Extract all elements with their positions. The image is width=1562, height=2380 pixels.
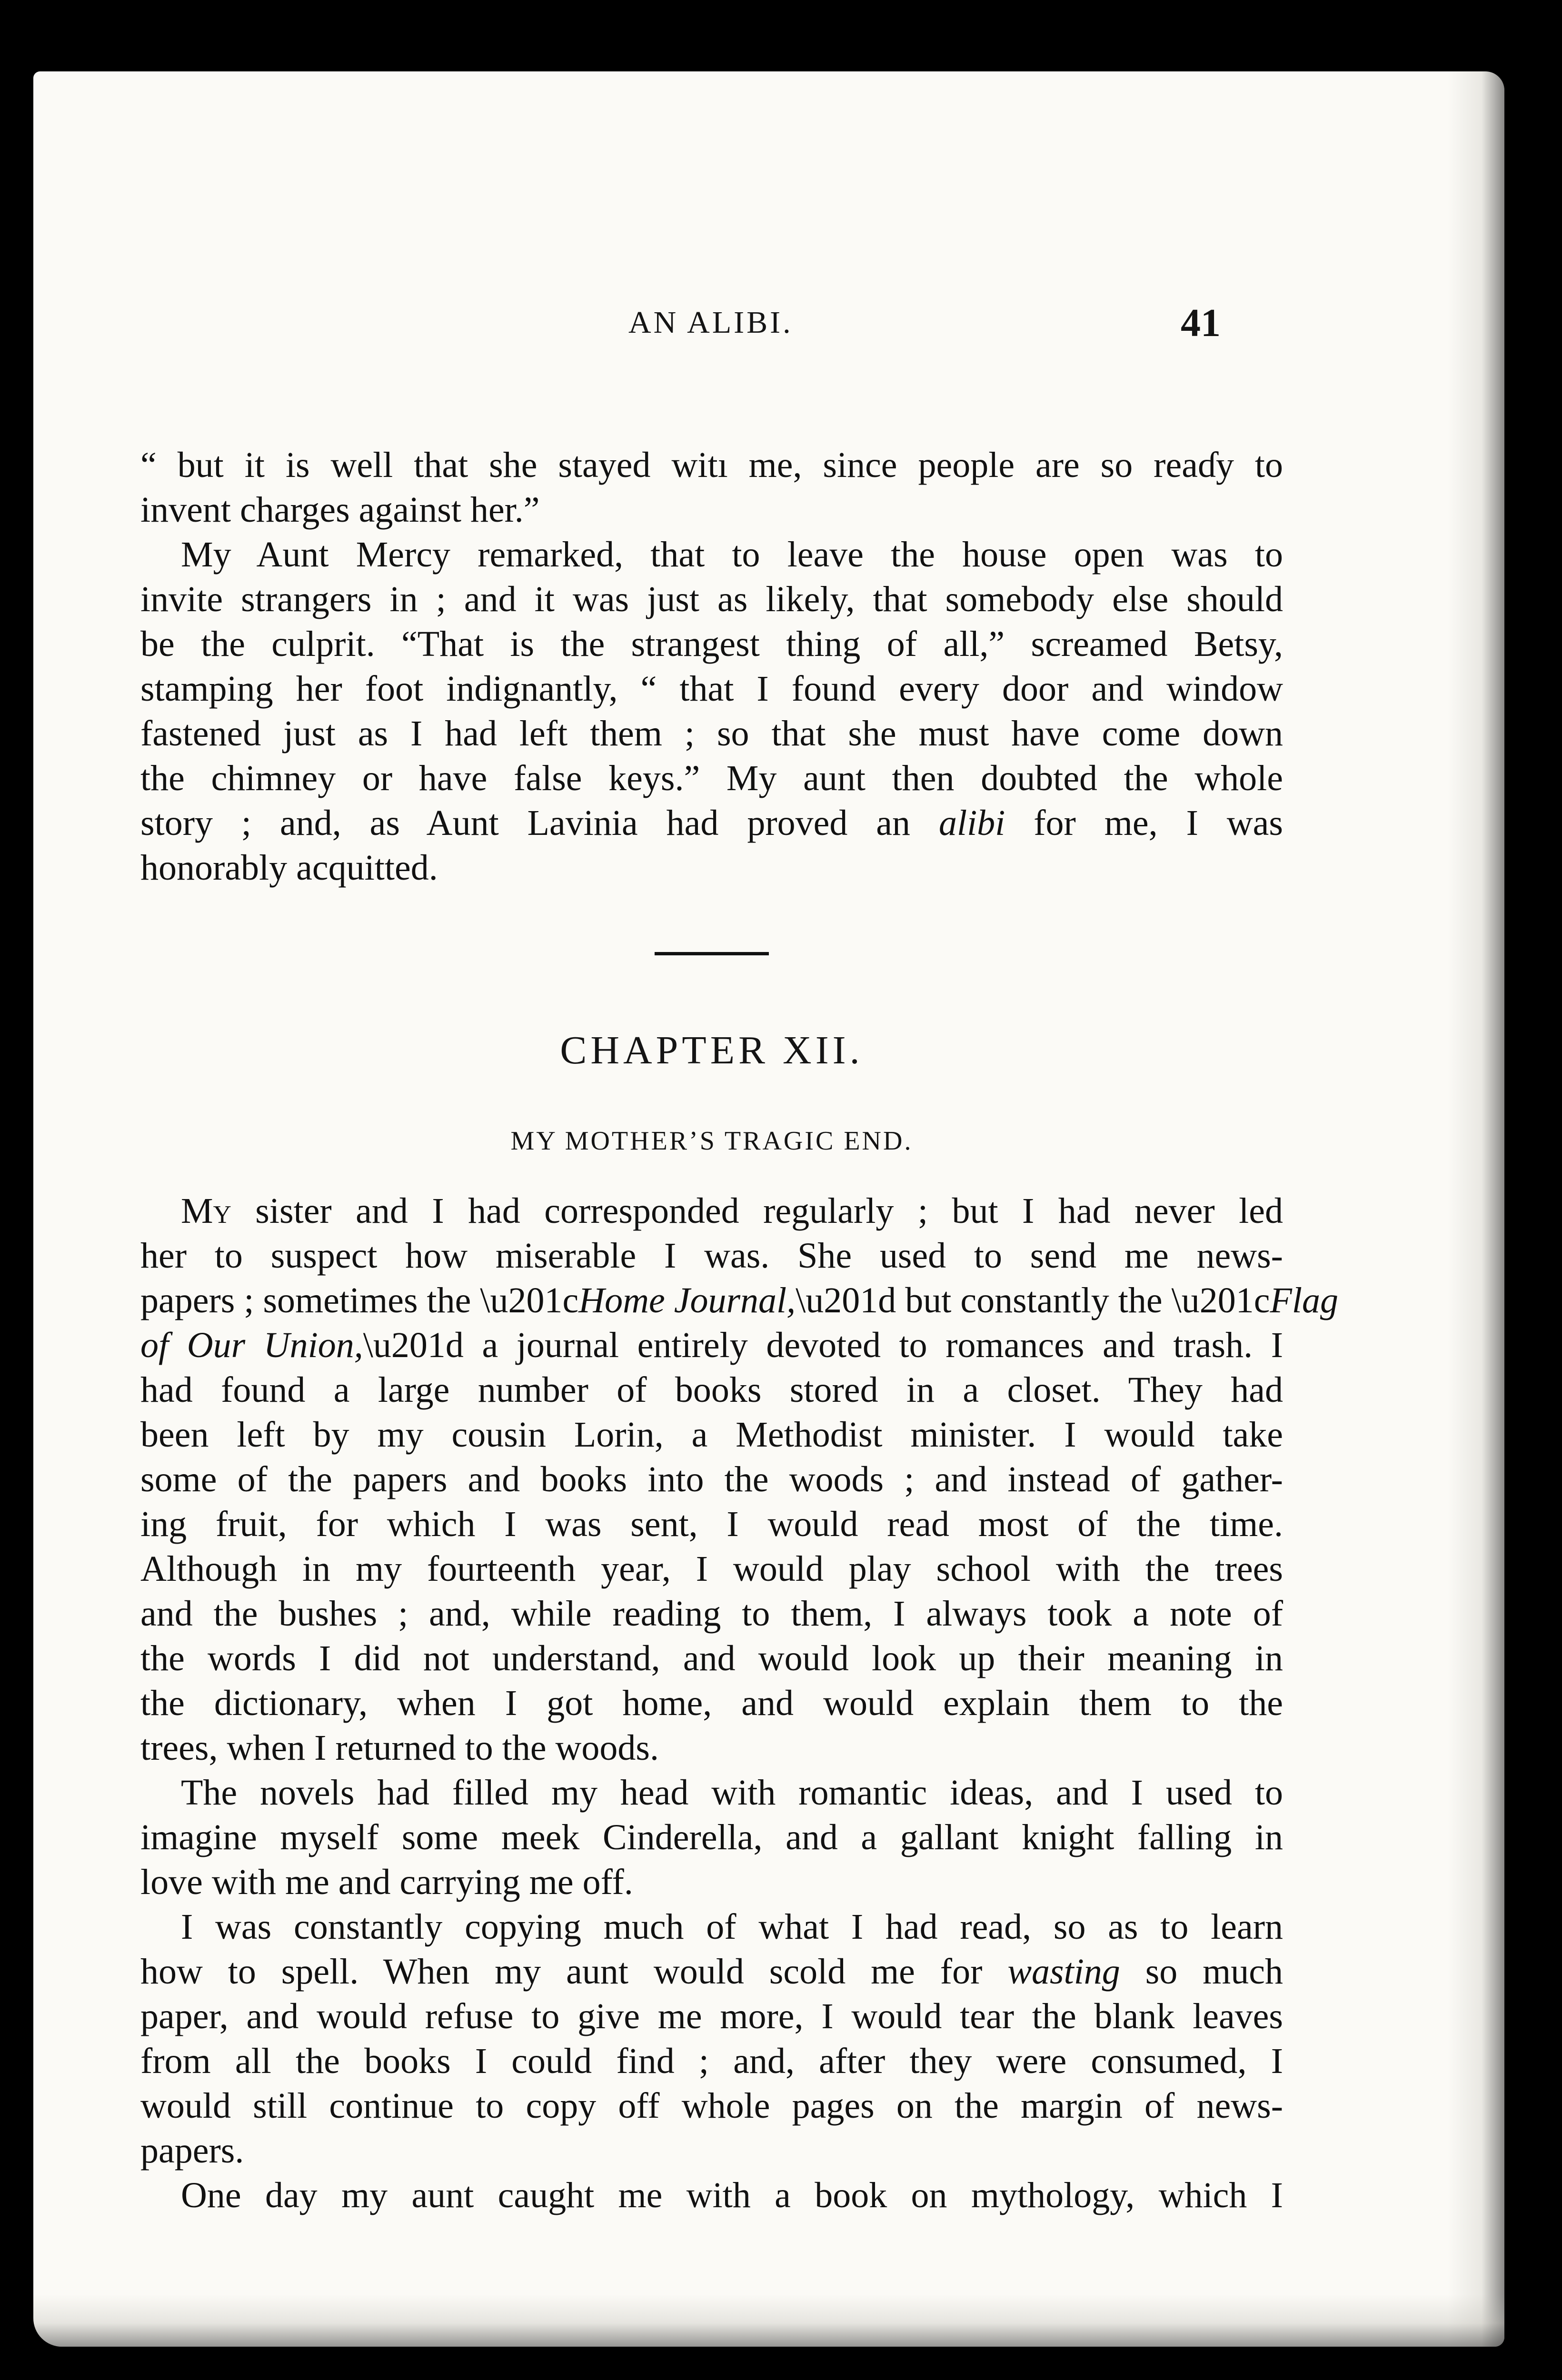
text-line-with-italic: how to spell. When my aunt would scold me for wasting so much (140, 1952, 1283, 1992)
text-line: the chimney or have false keys.” My aunt then doubted the whole (140, 758, 1283, 798)
text-line-with-italic: papers ; sometimes the \u201cHome Journal,\u201d but constantly the \u201cFlag (140, 1280, 1339, 1320)
text-line-dropcap (140, 1189, 1283, 1233)
text-line: “ but it is well that she stayed witı me, since people are so reaɗy to (140, 445, 1283, 485)
page-text (140, 443, 1339, 2218)
text-line: My Aunt Mercy remarked, that to leave the house open was to (181, 535, 1283, 575)
italic-word: wasting (1007, 1952, 1120, 1992)
text-line: Although in my fourteenth year, I would play school with the trees (140, 1549, 1283, 1589)
text-line: papers. (140, 2131, 244, 2171)
chapter-heading: CHAPTER XII. (560, 1028, 864, 1072)
italic-word: alibi (938, 803, 1005, 843)
paragraph (140, 443, 1283, 532)
text-line: the dictionary, when I got home, and would explain them to the (140, 1683, 1283, 1723)
text-line: love with me and carrying me off. (140, 1862, 633, 1902)
text-line: invent charges against her.” (140, 490, 540, 530)
text-line: from all the books I could find ; and, after they were consumed, I (140, 2041, 1283, 2081)
paragraph (140, 532, 1283, 890)
italic-title: Home Journal, (578, 1280, 796, 1320)
text-line: paper, and would refuse to give me more, I would tear the blank leaves (140, 1996, 1283, 2036)
text-line: imagine myself some meek Cinderella, and a gallant knight falling in (140, 1817, 1283, 1857)
text-line: honorably acquitted. (140, 848, 438, 888)
section-divider (655, 952, 769, 955)
text-line-with-italic: of Our Union,\u201d a journal entirely devoted to romances and trash. I (140, 1325, 1283, 1365)
text-line: stamping her foot indignantly, “ that I found every door and window (140, 669, 1283, 709)
text-line: been left by my cousin Lorin, a Methodist minister. I would take (140, 1415, 1283, 1455)
text-line: The novels had filled my head with romantic ideas, and I used to (181, 1773, 1283, 1813)
text-line: invite strangers in ; and it was just as likely, that somebody else should (140, 579, 1283, 619)
text-line: and the bushes ; and, while reading to them, I always took a note of (140, 1594, 1283, 1634)
text-line: be the culprit. “That is the strangest thing of all,” screamed Betsy, (140, 624, 1283, 664)
italic-title: Flag (1270, 1280, 1339, 1320)
text-line: One day my aunt caught me with a book on mythology, which I (181, 2175, 1283, 2215)
page-edge-shadow-right (1447, 71, 1504, 2347)
text-line-with-italic: story ; and, as Aunt Lavinia had proved an alibi for me, I was (140, 803, 1283, 843)
page-number: 41 (1181, 301, 1221, 345)
running-head-title: AN ALIBI. (628, 305, 793, 340)
chapter-body (140, 1189, 1339, 2218)
text-line: I was constantly copying much of what I had read, so as to learn (181, 1907, 1283, 1947)
text-line: ing fruit, for which I was sent, I would read most of the time. (140, 1504, 1283, 1544)
chapter-subtitle: MY MOTHER’S TRAGIC END. (510, 1126, 913, 1156)
opening-word: My (181, 1191, 231, 1231)
paragraph (140, 2173, 1283, 2218)
text-line: trees, when I returned to the woods. (140, 1728, 659, 1768)
text-line: fastened just as I had left them ; so that she must have come down (140, 714, 1283, 754)
text-line: her to suspect how miserable I was. She used to send me news- (140, 1236, 1283, 1276)
text-fragment: sister and I had corresponded regularly ; but I had never led (231, 1191, 1283, 1231)
paragraph (140, 1904, 1283, 2173)
italic-title: of Our Union, (140, 1325, 363, 1365)
running-head (33, 300, 1504, 352)
paragraph (140, 1189, 1339, 1770)
scanned-book-page (33, 71, 1504, 2347)
text-line: the words I did not understand, and would look up their meaning in (140, 1638, 1283, 1678)
text-line: had found a large number of books stored in a closet. They had (140, 1370, 1283, 1410)
text-line: some of the papers and books into the woods ; and instead of gather- (140, 1459, 1283, 1499)
page-edge-shadow-bottom (33, 2294, 1504, 2347)
text-line: would still continue to copy off whole pages on the margin of news- (140, 2086, 1283, 2126)
paragraph (140, 1770, 1283, 1904)
